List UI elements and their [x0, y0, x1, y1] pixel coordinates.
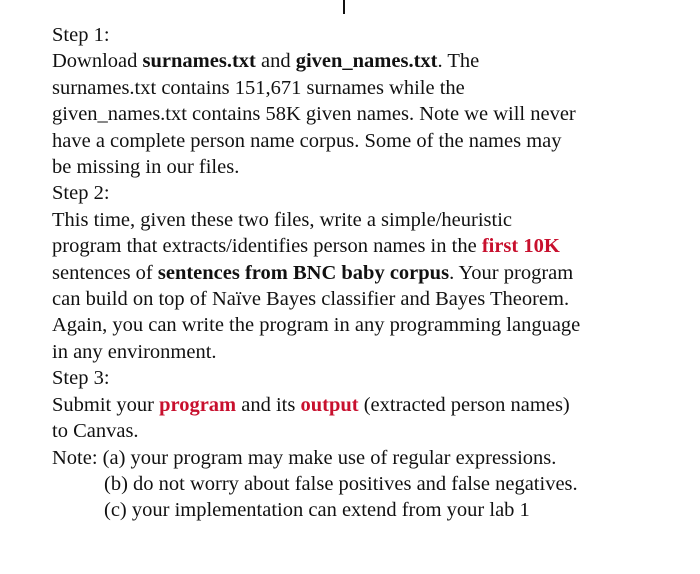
given-names-file: given_names.txt [295, 50, 438, 73]
assignment-instructions [52, 22, 692, 524]
step2-heading: Step 2: [52, 182, 110, 205]
step2-line-4: can build on top of Naïve Bayes classifier and Bayes Theorem. [52, 288, 570, 311]
note-b: (b) do not worry about false positives and false negatives. [104, 472, 578, 495]
note-c: (c) your implementation can extend from your lab 1 [104, 499, 530, 522]
step1-line-5: be missing in our files. [52, 156, 240, 179]
first-10k-highlight: first 10K [481, 235, 560, 258]
step2-line-5: Again, you can write the program in any programming language [52, 314, 581, 337]
step1-line-3: given_names.txt contains 58K given names. Note we will never [52, 103, 576, 126]
step2-line-6: in any environment. [52, 340, 217, 363]
note-a: Note: (a) your program may make use of regular expressions. [52, 446, 557, 469]
step3-heading: Step 3: [52, 367, 110, 390]
page-top-mark [343, 0, 345, 14]
bnc-corpus-bold: sentences from BNC baby corpus [157, 261, 450, 284]
surnames-file: surnames.txt [142, 50, 256, 73]
step3-line-2: to Canvas. [52, 420, 139, 443]
step1-line-4: have a complete person name corpus. Some of the names may [52, 129, 562, 152]
step2-line-3: sentences of sentences from BNC baby corpus. Your program [52, 261, 574, 284]
output-highlight: output [300, 393, 359, 416]
step1-line-2: surnames.txt contains 151,671 surnames while the [52, 76, 465, 99]
step3-line-1: Submit your program and its output (extracted person names) [52, 393, 570, 416]
step1-line-1: Download surnames.txt and given_names.txt. The [52, 50, 480, 73]
step2-line-2: program that extracts/identifies person names in the first 10K [52, 235, 560, 258]
step2-line-1: This time, given these two files, write a simple/heuristic [52, 208, 513, 231]
step1-heading: Step 1: [52, 24, 110, 46]
program-highlight: program [159, 393, 237, 416]
